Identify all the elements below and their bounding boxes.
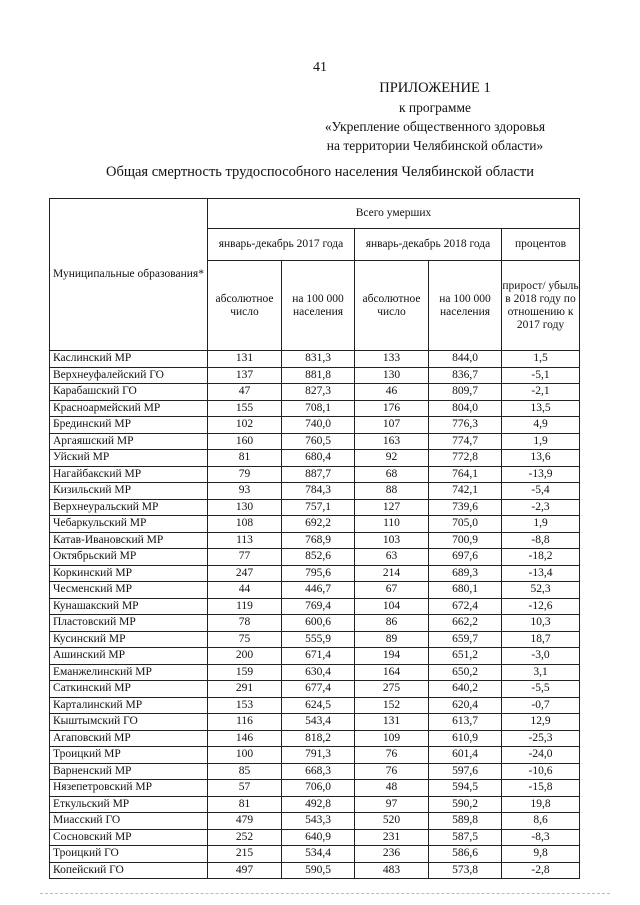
- per100k-2018-cell: 739,6: [429, 499, 502, 516]
- municipality-cell: Миасский ГО: [50, 813, 208, 830]
- municipality-cell: Чесменский МР: [50, 582, 208, 599]
- municipality-cell: Варненский МР: [50, 763, 208, 780]
- change-cell: -5,1: [502, 367, 580, 384]
- per100k-2018-cell: 705,0: [429, 516, 502, 533]
- page-number: 41: [313, 60, 327, 75]
- per100k-2017-cell: 543,3: [282, 813, 355, 830]
- change-cell: -2,1: [502, 384, 580, 401]
- change-cell: -18,2: [502, 549, 580, 566]
- municipality-cell: Еткульский МР: [50, 796, 208, 813]
- per100k-2018-cell: 742,1: [429, 483, 502, 500]
- change-cell: 1,9: [502, 433, 580, 450]
- per100k-2018-cell: 590,2: [429, 796, 502, 813]
- abs-2017-cell: 137: [208, 367, 282, 384]
- change-cell: -15,8: [502, 780, 580, 797]
- table-row: [50, 829, 580, 846]
- per100k-2018-cell: 700,9: [429, 532, 502, 549]
- change-cell: -2,3: [502, 499, 580, 516]
- header-per100k-2018: на 100 000 населения: [429, 261, 502, 351]
- per100k-2018-cell: 610,9: [429, 730, 502, 747]
- abs-2018-cell: 67: [355, 582, 429, 599]
- per100k-2017-cell: 446,7: [282, 582, 355, 599]
- change-cell: 12,9: [502, 714, 580, 731]
- abs-2018-cell: 152: [355, 697, 429, 714]
- mortality-table: [49, 198, 580, 879]
- per100k-2017-cell: 543,4: [282, 714, 355, 731]
- abs-2017-cell: 146: [208, 730, 282, 747]
- abs-2017-cell: 116: [208, 714, 282, 731]
- per100k-2017-cell: 640,9: [282, 829, 355, 846]
- per100k-2017-cell: 768,9: [282, 532, 355, 549]
- change-cell: 13,6: [502, 450, 580, 467]
- header-percent: процентов: [502, 229, 580, 261]
- appendix-line-1: к программе: [398, 100, 471, 115]
- municipality-cell: Пластовский МР: [50, 615, 208, 632]
- per100k-2017-cell: 887,7: [282, 466, 355, 483]
- per100k-2017-cell: 668,3: [282, 763, 355, 780]
- abs-2017-cell: 291: [208, 681, 282, 698]
- header-period-2017: январь-декабрь 2017 года: [208, 229, 355, 261]
- table-row: [50, 351, 580, 368]
- municipality-cell: Верхнеуральский МР: [50, 499, 208, 516]
- change-cell: -2,8: [502, 862, 580, 879]
- per100k-2018-cell: 774,7: [429, 433, 502, 450]
- abs-2017-cell: 479: [208, 813, 282, 830]
- abs-2018-cell: 176: [355, 400, 429, 417]
- abs-2017-cell: 200: [208, 648, 282, 665]
- municipality-cell: Аргаяшский МР: [50, 433, 208, 450]
- per100k-2017-cell: 852,6: [282, 549, 355, 566]
- change-cell: -5,5: [502, 681, 580, 698]
- change-cell: 8,6: [502, 813, 580, 830]
- table-body: [50, 351, 580, 879]
- per100k-2017-cell: 784,3: [282, 483, 355, 500]
- table-row: [50, 681, 580, 698]
- municipality-cell: Чебаркульский МР: [50, 516, 208, 533]
- table-row: [50, 862, 580, 879]
- table-row: [50, 664, 580, 681]
- change-cell: -13,9: [502, 466, 580, 483]
- abs-2018-cell: 103: [355, 532, 429, 549]
- per100k-2018-cell: 651,2: [429, 648, 502, 665]
- abs-2018-cell: 88: [355, 483, 429, 500]
- per100k-2018-cell: 662,2: [429, 615, 502, 632]
- municipality-cell: Нагайбакский МР: [50, 466, 208, 483]
- abs-2018-cell: 236: [355, 846, 429, 863]
- municipality-cell: Кыштымский ГО: [50, 714, 208, 731]
- abs-2017-cell: 130: [208, 499, 282, 516]
- change-cell: 18,7: [502, 631, 580, 648]
- per100k-2018-cell: 809,7: [429, 384, 502, 401]
- table-row: [50, 516, 580, 533]
- abs-2017-cell: 81: [208, 796, 282, 813]
- abs-2018-cell: 163: [355, 433, 429, 450]
- per100k-2018-cell: 613,7: [429, 714, 502, 731]
- change-cell: -13,4: [502, 565, 580, 582]
- per100k-2017-cell: 534,4: [282, 846, 355, 863]
- abs-2018-cell: 133: [355, 351, 429, 368]
- header-municipal: Муниципальные образования*: [50, 199, 208, 351]
- abs-2018-cell: 104: [355, 598, 429, 615]
- table-row: [50, 697, 580, 714]
- abs-2017-cell: 153: [208, 697, 282, 714]
- table-row: [50, 714, 580, 731]
- per100k-2018-cell: 844,0: [429, 351, 502, 368]
- abs-2018-cell: 109: [355, 730, 429, 747]
- table-row: [50, 532, 580, 549]
- change-cell: -12,6: [502, 598, 580, 615]
- municipality-cell: Нязепетровский МР: [50, 780, 208, 797]
- appendix-title: ПРИЛОЖЕНИЕ 1: [379, 80, 491, 96]
- abs-2018-cell: 89: [355, 631, 429, 648]
- change-cell: 4,9: [502, 417, 580, 434]
- change-cell: 13,5: [502, 400, 580, 417]
- per100k-2018-cell: 697,6: [429, 549, 502, 566]
- per100k-2017-cell: 818,2: [282, 730, 355, 747]
- abs-2017-cell: 78: [208, 615, 282, 632]
- table-row: [50, 730, 580, 747]
- abs-2017-cell: 75: [208, 631, 282, 648]
- table-row: [50, 648, 580, 665]
- per100k-2017-cell: 555,9: [282, 631, 355, 648]
- header-period-2018: январь-декабрь 2018 года: [355, 229, 502, 261]
- per100k-2018-cell: 689,3: [429, 565, 502, 582]
- per100k-2018-cell: 597,6: [429, 763, 502, 780]
- municipality-cell: Кизильский МР: [50, 483, 208, 500]
- abs-2017-cell: 155: [208, 400, 282, 417]
- per100k-2017-cell: 680,4: [282, 450, 355, 467]
- abs-2017-cell: 44: [208, 582, 282, 599]
- per100k-2017-cell: 827,3: [282, 384, 355, 401]
- table-row: [50, 417, 580, 434]
- abs-2018-cell: 46: [355, 384, 429, 401]
- table-row: [50, 582, 580, 599]
- change-cell: 10,3: [502, 615, 580, 632]
- municipality-cell: Каслинский МР: [50, 351, 208, 368]
- per100k-2017-cell: 769,4: [282, 598, 355, 615]
- municipality-cell: Еманжелинский МР: [50, 664, 208, 681]
- change-cell: 9,8: [502, 846, 580, 863]
- change-cell: -8,3: [502, 829, 580, 846]
- header-per100k-2017: на 100 000 населения: [282, 261, 355, 351]
- abs-2017-cell: 57: [208, 780, 282, 797]
- abs-2017-cell: 100: [208, 747, 282, 764]
- abs-2018-cell: 127: [355, 499, 429, 516]
- change-cell: 3,1: [502, 664, 580, 681]
- table-row: [50, 549, 580, 566]
- per100k-2017-cell: 671,4: [282, 648, 355, 665]
- municipality-cell: Катав-Ивановский МР: [50, 532, 208, 549]
- abs-2017-cell: 215: [208, 846, 282, 863]
- per100k-2017-cell: 760,5: [282, 433, 355, 450]
- abs-2018-cell: 131: [355, 714, 429, 731]
- per100k-2017-cell: 795,6: [282, 565, 355, 582]
- abs-2017-cell: 77: [208, 549, 282, 566]
- table-row: [50, 846, 580, 863]
- municipality-cell: Ашинский МР: [50, 648, 208, 665]
- per100k-2018-cell: 594,5: [429, 780, 502, 797]
- municipality-cell: Троицкий МР: [50, 747, 208, 764]
- municipality-cell: Копейский ГО: [50, 862, 208, 879]
- abs-2018-cell: 520: [355, 813, 429, 830]
- appendix-line-3: на территории Челябинской области»: [326, 138, 544, 153]
- per100k-2018-cell: 587,5: [429, 829, 502, 846]
- municipality-cell: Октябрьский МР: [50, 549, 208, 566]
- per100k-2017-cell: 791,3: [282, 747, 355, 764]
- abs-2018-cell: 68: [355, 466, 429, 483]
- abs-2018-cell: 48: [355, 780, 429, 797]
- abs-2018-cell: 92: [355, 450, 429, 467]
- abs-2017-cell: 497: [208, 862, 282, 879]
- abs-2017-cell: 160: [208, 433, 282, 450]
- per100k-2018-cell: 573,8: [429, 862, 502, 879]
- municipality-cell: Карталинский МР: [50, 697, 208, 714]
- per100k-2018-cell: 772,8: [429, 450, 502, 467]
- header-abs-2017: абсолютное число: [208, 261, 282, 351]
- abs-2017-cell: 79: [208, 466, 282, 483]
- table-row: [50, 483, 580, 500]
- abs-2017-cell: 252: [208, 829, 282, 846]
- per100k-2017-cell: 881,8: [282, 367, 355, 384]
- header-abs-2018: абсолютное число: [355, 261, 429, 351]
- abs-2018-cell: 107: [355, 417, 429, 434]
- table-row: [50, 615, 580, 632]
- per100k-2017-cell: 600,6: [282, 615, 355, 632]
- abs-2018-cell: 110: [355, 516, 429, 533]
- abs-2018-cell: 76: [355, 763, 429, 780]
- abs-2017-cell: 81: [208, 450, 282, 467]
- municipality-cell: Кусинский МР: [50, 631, 208, 648]
- per100k-2018-cell: 764,1: [429, 466, 502, 483]
- table-row: [50, 400, 580, 417]
- per100k-2017-cell: 706,0: [282, 780, 355, 797]
- abs-2017-cell: 85: [208, 763, 282, 780]
- table-row: [50, 796, 580, 813]
- table-row: [50, 466, 580, 483]
- table-row: [50, 598, 580, 615]
- abs-2018-cell: 164: [355, 664, 429, 681]
- change-cell: -0,7: [502, 697, 580, 714]
- table-row: [50, 450, 580, 467]
- municipality-cell: Брединский МР: [50, 417, 208, 434]
- abs-2018-cell: 130: [355, 367, 429, 384]
- per100k-2017-cell: 590,5: [282, 862, 355, 879]
- change-cell: -25,3: [502, 730, 580, 747]
- header-change: прирост/ убыль в 2018 году по отношению к 2017 году: [502, 261, 580, 351]
- per100k-2018-cell: 804,0: [429, 400, 502, 417]
- per100k-2018-cell: 640,2: [429, 681, 502, 698]
- per100k-2017-cell: 677,4: [282, 681, 355, 698]
- municipality-cell: Агаповский МР: [50, 730, 208, 747]
- per100k-2017-cell: 492,8: [282, 796, 355, 813]
- change-cell: -3,0: [502, 648, 580, 665]
- change-cell: -24,0: [502, 747, 580, 764]
- abs-2017-cell: 47: [208, 384, 282, 401]
- per100k-2017-cell: 624,5: [282, 697, 355, 714]
- abs-2017-cell: 113: [208, 532, 282, 549]
- per100k-2018-cell: 601,4: [429, 747, 502, 764]
- municipality-cell: Троицкий ГО: [50, 846, 208, 863]
- municipality-cell: Саткинский МР: [50, 681, 208, 698]
- abs-2018-cell: 76: [355, 747, 429, 764]
- per100k-2017-cell: 831,3: [282, 351, 355, 368]
- change-cell: 1,9: [502, 516, 580, 533]
- per100k-2018-cell: 680,1: [429, 582, 502, 599]
- municipality-cell: Уйский МР: [50, 450, 208, 467]
- abs-2018-cell: 97: [355, 796, 429, 813]
- change-cell: 1,5: [502, 351, 580, 368]
- abs-2017-cell: 93: [208, 483, 282, 500]
- per100k-2018-cell: 659,7: [429, 631, 502, 648]
- change-cell: -8,8: [502, 532, 580, 549]
- appendix-line-2: «Укрепление общественного здоровья: [324, 119, 546, 134]
- per100k-2018-cell: 586,6: [429, 846, 502, 863]
- change-cell: -10,6: [502, 763, 580, 780]
- table-row: [50, 367, 580, 384]
- per100k-2017-cell: 740,0: [282, 417, 355, 434]
- per100k-2018-cell: 776,3: [429, 417, 502, 434]
- table-row: [50, 747, 580, 764]
- per100k-2018-cell: 650,2: [429, 664, 502, 681]
- municipality-cell: Верхнеуфалейский ГО: [50, 367, 208, 384]
- abs-2017-cell: 131: [208, 351, 282, 368]
- footer-divider: [40, 893, 610, 895]
- abs-2017-cell: 119: [208, 598, 282, 615]
- abs-2017-cell: 108: [208, 516, 282, 533]
- abs-2018-cell: 483: [355, 862, 429, 879]
- abs-2018-cell: 194: [355, 648, 429, 665]
- abs-2018-cell: 214: [355, 565, 429, 582]
- per100k-2017-cell: 757,1: [282, 499, 355, 516]
- appendix-block: [300, 79, 570, 155]
- per100k-2017-cell: 708,1: [282, 400, 355, 417]
- abs-2018-cell: 231: [355, 829, 429, 846]
- table-row: [50, 631, 580, 648]
- per100k-2017-cell: 630,4: [282, 664, 355, 681]
- abs-2017-cell: 247: [208, 565, 282, 582]
- table-row: [50, 433, 580, 450]
- municipality-cell: Коркинский МР: [50, 565, 208, 582]
- abs-2018-cell: 275: [355, 681, 429, 698]
- municipality-cell: Сосновский МР: [50, 829, 208, 846]
- table-row: [50, 763, 580, 780]
- change-cell: -5,4: [502, 483, 580, 500]
- municipality-cell: Карабашский ГО: [50, 384, 208, 401]
- abs-2017-cell: 159: [208, 664, 282, 681]
- table-row: [50, 813, 580, 830]
- abs-2017-cell: 102: [208, 417, 282, 434]
- abs-2018-cell: 63: [355, 549, 429, 566]
- abs-2018-cell: 86: [355, 615, 429, 632]
- per100k-2018-cell: 589,8: [429, 813, 502, 830]
- header-total-deaths: Всего умерших: [208, 199, 580, 229]
- table-row: [50, 384, 580, 401]
- municipality-cell: Красноармейский МР: [50, 400, 208, 417]
- per100k-2017-cell: 692,2: [282, 516, 355, 533]
- municipality-cell: Кунашакский МР: [50, 598, 208, 615]
- change-cell: 52,3: [502, 582, 580, 599]
- document-title: Общая смертность трудоспособного населения Челябинской области: [105, 164, 535, 180]
- table-row: [50, 780, 580, 797]
- per100k-2018-cell: 672,4: [429, 598, 502, 615]
- per100k-2018-cell: 836,7: [429, 367, 502, 384]
- table-row: [50, 565, 580, 582]
- per100k-2018-cell: 620,4: [429, 697, 502, 714]
- change-cell: 19,8: [502, 796, 580, 813]
- table-row: [50, 499, 580, 516]
